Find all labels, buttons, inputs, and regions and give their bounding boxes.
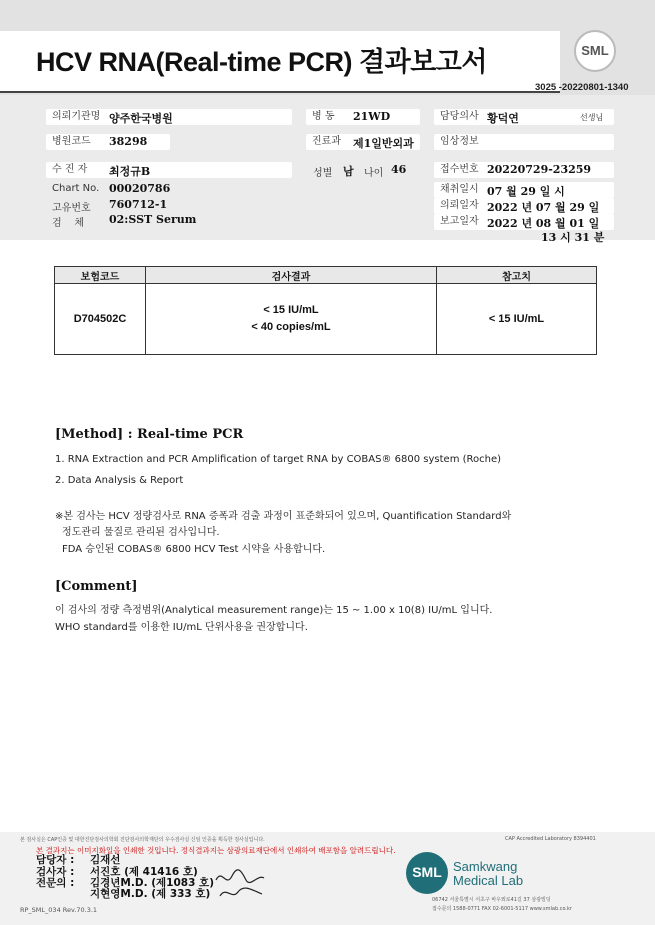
results-table bbox=[54, 266, 597, 355]
cap-accreditation: CAP Accredited Laboratory 8394401 bbox=[505, 836, 596, 842]
brand-name-line1: Samkwang bbox=[453, 859, 518, 874]
method-item-1: 1. RNA Extraction and PCR Amplification of target RNA by COBAS® 6800 system (Roche) bbox=[55, 454, 502, 465]
age-value: 46 bbox=[391, 163, 407, 176]
sex-value: 남 bbox=[343, 165, 354, 178]
sml-logo-text: SML bbox=[581, 43, 609, 58]
unique-no-value: 760712-1 bbox=[109, 198, 168, 211]
comment-line2: WHO standard를 이용한 IU/mL 단위사용을 권장합니다. bbox=[55, 622, 308, 633]
signature-icon bbox=[212, 866, 268, 902]
hospital-code-label: 병원코드 bbox=[46, 134, 170, 150]
col-header-code: 보험코드 bbox=[55, 267, 146, 284]
department-label: 진료과 bbox=[306, 134, 420, 150]
specialist-2: 지현영M.D. (제 333 호) bbox=[90, 888, 211, 900]
report-title: HCV RNA(Real-time PCR) 결과보고서 bbox=[36, 47, 487, 77]
manager-label: 담당자 : bbox=[36, 854, 75, 866]
department-value: 제1일반외과 bbox=[353, 137, 414, 150]
method-note-line2: 정도관리 물질로 관리된 검사입니다. bbox=[62, 527, 220, 538]
inspector-name: 서진호 (제 41416 호) bbox=[90, 866, 198, 878]
chart-no-value: 00020786 bbox=[109, 182, 171, 195]
institution-value: 양주한국병원 bbox=[109, 112, 173, 125]
ward-value: 21WD bbox=[353, 110, 391, 123]
ward-label: 병 동 bbox=[306, 109, 420, 125]
results-header-row bbox=[55, 267, 597, 284]
chart-no-label: Chart No. bbox=[52, 183, 100, 194]
comment-heading: [Comment] bbox=[55, 579, 138, 594]
table-row bbox=[55, 284, 597, 355]
result-iu: < 15 IU/mL bbox=[263, 304, 319, 316]
method-note-line3: FDA 승인된 COBAS® 6800 HCV Test 시약을 사용합니다. bbox=[62, 544, 326, 555]
method-heading: [Method] : Real-time PCR bbox=[55, 427, 244, 442]
samkwang-logo bbox=[406, 852, 448, 894]
specimen-value: 02:SST Serum bbox=[109, 213, 197, 226]
sex-label: 성별 bbox=[313, 168, 333, 179]
result-cell bbox=[146, 284, 437, 355]
image-print-notice: 본 결과지는 이미지화일을 인쇄한 것입니다. 정식결과지는 삼광의료재단에서 인쇄하여 배포함을 알려드립니다. bbox=[36, 846, 396, 855]
request-date-label: 의뢰일자 bbox=[434, 198, 614, 214]
age-label: 나이 bbox=[364, 168, 384, 179]
address-line2: 접수문의 1588-0771 FAX 02-6001-5117 www.smlab.co.kr bbox=[432, 906, 572, 912]
collection-date-value: 07 월 29 일 시 bbox=[487, 185, 565, 198]
specialist-label: 전문의 : bbox=[36, 877, 75, 889]
col-header-reference: 참고치 bbox=[437, 267, 597, 284]
address-line1: 06742 서울특별시 서초구 바우뫼로41길 37 삼광빌딩 bbox=[432, 897, 551, 903]
institution-label: 의뢰기관명 bbox=[46, 109, 292, 125]
report-date-label: 보고일자 bbox=[434, 214, 614, 230]
reception-no-label: 접수번호 bbox=[434, 162, 614, 178]
sml-logo bbox=[574, 30, 616, 72]
doctor-label: 담당의사 bbox=[434, 109, 614, 125]
request-date-value: 2022 년 07 월 29 일 bbox=[487, 201, 600, 214]
clinical-info-label: 임상정보 bbox=[434, 134, 614, 150]
manager-name: 김재선 bbox=[90, 854, 121, 866]
report-number-line1: 3025 -20220801-1340 bbox=[535, 82, 629, 93]
insurance-code-cell: D704502C bbox=[55, 284, 146, 355]
reception-no-value: 20220729-23259 bbox=[487, 163, 592, 176]
col-header-result: 검사결과 bbox=[146, 267, 437, 284]
hospital-code-value: 38298 bbox=[109, 135, 148, 148]
report-date-value: 2022 년 08 월 01 일 bbox=[487, 217, 600, 230]
unique-no-label: 고유번호 bbox=[52, 203, 91, 214]
collection-date-label: 채취일시 bbox=[434, 182, 614, 198]
reference-cell: < 15 IU/mL bbox=[437, 284, 597, 355]
report-time-value: 13 시 31 분 bbox=[541, 231, 605, 244]
samkwang-logo-text: SML bbox=[412, 864, 442, 880]
brand-name-line2: Medical Lab bbox=[453, 873, 524, 888]
form-code: RP_SML_034 Rev.70.3.1 bbox=[20, 906, 98, 914]
doctor-suffix: 선생님 bbox=[580, 113, 604, 122]
specimen-label: 검 체 bbox=[52, 218, 85, 229]
result-copies: < 40 copies/mL bbox=[251, 321, 331, 333]
comment-line1: 이 검사의 정량 측정범위(Analytical measurement range)는 15 ~ 1.00 x 10(8) IU/mL 입니다. bbox=[55, 605, 493, 616]
patient-label: 수 진 자 bbox=[46, 162, 292, 178]
method-item-2: 2. Data Analysis & Report bbox=[55, 475, 184, 486]
method-note-line1: ※본 검사는 HCV 정량검사로 RNA 증폭과 검출 과정이 표준화되어 있으며, Quantification Standard와 bbox=[55, 511, 512, 522]
inspector-label: 검사자 : bbox=[36, 866, 75, 878]
doctor-value: 황덕연 bbox=[487, 112, 519, 125]
accreditation-note: 본 검사실은 CAP인증 및 대한진단검사의학회 진단검사의학재단의 우수검사실 신임 인증을 획득한 검사실입니다. bbox=[20, 837, 265, 843]
specialist-1: 김경년M.D. (제1083 호) bbox=[90, 877, 214, 889]
patient-value: 최정규B bbox=[109, 165, 151, 178]
